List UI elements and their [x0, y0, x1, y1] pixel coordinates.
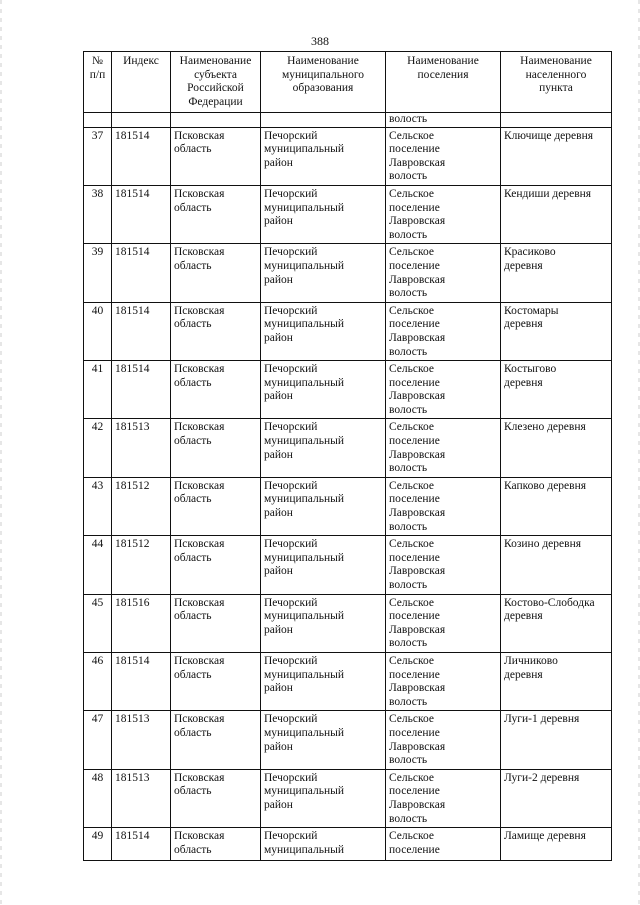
cell-settlement: Сельское поселение Лавровская волость	[386, 361, 501, 419]
page-number: 388	[311, 34, 329, 48]
cell-index: 181512	[112, 536, 171, 594]
cell-municipality: Печорский муниципальный район	[261, 594, 386, 652]
cell-settlement: Сельское поселение Лавровская волость	[386, 711, 501, 769]
table-row	[84, 419, 612, 477]
cell-municipality: Печорский муниципальный район	[261, 769, 386, 827]
cell-empty	[171, 113, 261, 128]
table-row	[84, 244, 612, 302]
cell-index: 181516	[112, 594, 171, 652]
cell-index: 181514	[112, 244, 171, 302]
cell-index: 181514	[112, 828, 171, 861]
cell-num: 41	[84, 361, 112, 419]
table-row	[84, 828, 612, 861]
table-row	[84, 711, 612, 769]
cell-settlement: Сельское поселение Лавровская волость	[386, 185, 501, 243]
table-row	[84, 127, 612, 185]
cell-empty	[84, 113, 112, 128]
cell-num: 37	[84, 127, 112, 185]
table-row	[84, 536, 612, 594]
cell-settlement: Сельское поселение Лавровская волость	[386, 594, 501, 652]
cell-settlement: Сельское поселение Лавровская волость	[386, 302, 501, 360]
cell-municipality: Печорский муниципальный район	[261, 244, 386, 302]
cell-municipality: Печорский муниципальный район	[261, 302, 386, 360]
cell-settlement: Сельское поселение Лавровская волость	[386, 477, 501, 535]
cell-subject: Псковская область	[171, 652, 261, 710]
cell-municipality: Печорский муниципальный район	[261, 652, 386, 710]
table-row	[84, 652, 612, 710]
table-row	[84, 769, 612, 827]
cell-num: 39	[84, 244, 112, 302]
cell-settlement: Сельское поселение Лавровская волость	[386, 244, 501, 302]
cell-num: 44	[84, 536, 112, 594]
cell-index: 181514	[112, 361, 171, 419]
cell-municipality: Печорский муниципальный	[261, 828, 386, 861]
cell-num: 48	[84, 769, 112, 827]
cell-subject: Псковская область	[171, 185, 261, 243]
cell-subject: Псковская область	[171, 244, 261, 302]
cell-num: 49	[84, 828, 112, 861]
table-row	[84, 361, 612, 419]
cell-subject: Псковская область	[171, 477, 261, 535]
cell-index: 181514	[112, 127, 171, 185]
cell-index: 181513	[112, 419, 171, 477]
cell-locality: Ламище деревня	[501, 828, 612, 861]
cell-locality: Костыгово деревня	[501, 361, 612, 419]
cell-num: 47	[84, 711, 112, 769]
cell-settlement: Сельское поселение Лавровская волость	[386, 536, 501, 594]
cell-locality: Костово-Слободка деревня	[501, 594, 612, 652]
cell-municipality: Печорский муниципальный район	[261, 185, 386, 243]
cell-index: 181514	[112, 185, 171, 243]
cell-locality: Кендиши деревня	[501, 185, 612, 243]
cell-municipality: Печорский муниципальный район	[261, 361, 386, 419]
table-row	[84, 477, 612, 535]
cell-municipality: Печорский муниципальный район	[261, 419, 386, 477]
cell-municipality: Печорский муниципальный район	[261, 536, 386, 594]
header-subject: Наименование субъекта Российской Федерации	[171, 52, 261, 113]
cell-subject: Псковская область	[171, 419, 261, 477]
cell-index: 181514	[112, 652, 171, 710]
cell-num: 43	[84, 477, 112, 535]
cell-subject: Псковская область	[171, 594, 261, 652]
cell-settlement: Сельское поселение	[386, 828, 501, 861]
cell-municipality: Печорский муниципальный район	[261, 127, 386, 185]
cell-num: 42	[84, 419, 112, 477]
table-row	[84, 302, 612, 360]
cell-subject: Псковская область	[171, 536, 261, 594]
cell-locality: Луги-1 деревня	[501, 711, 612, 769]
continuation-settlement: волость	[386, 113, 501, 128]
header-municipality: Наименование муниципального образования	[261, 52, 386, 113]
cell-empty	[112, 113, 171, 128]
continuation-row	[84, 113, 612, 128]
table-row	[84, 185, 612, 243]
cell-empty	[261, 113, 386, 128]
cell-settlement: Сельское поселение Лавровская волость	[386, 419, 501, 477]
cell-subject: Псковская область	[171, 127, 261, 185]
cell-locality: Личниково деревня	[501, 652, 612, 710]
table-header-row	[84, 52, 612, 113]
cell-settlement: Сельское поселение Лавровская волость	[386, 127, 501, 185]
cell-locality: Костомары деревня	[501, 302, 612, 360]
cell-num: 38	[84, 185, 112, 243]
cell-subject: Псковская область	[171, 828, 261, 861]
cell-index: 181512	[112, 477, 171, 535]
cell-index: 181513	[112, 769, 171, 827]
header-settlement: Наименование поселения	[386, 52, 501, 113]
header-index: Индекс	[112, 52, 171, 113]
cell-num: 45	[84, 594, 112, 652]
cell-num: 40	[84, 302, 112, 360]
header-locality: Наименование населенного пункта	[501, 52, 612, 113]
cell-locality: Капково деревня	[501, 477, 612, 535]
scan-edge-left	[0, 0, 2, 905]
cell-settlement: Сельское поселение Лавровская волость	[386, 652, 501, 710]
cell-municipality: Печорский муниципальный район	[261, 477, 386, 535]
cell-index: 181514	[112, 302, 171, 360]
cell-subject: Псковская область	[171, 769, 261, 827]
cell-locality: Ключище деревня	[501, 127, 612, 185]
cell-locality: Клезено деревня	[501, 419, 612, 477]
cell-subject: Псковская область	[171, 711, 261, 769]
cell-empty	[501, 113, 612, 128]
cell-subject: Псковская область	[171, 361, 261, 419]
cell-locality: Красиково деревня	[501, 244, 612, 302]
cell-num: 46	[84, 652, 112, 710]
cell-municipality: Печорский муниципальный район	[261, 711, 386, 769]
header-num: № п/п	[84, 52, 112, 113]
locality-table	[83, 51, 612, 861]
cell-settlement: Сельское поселение Лавровская волость	[386, 769, 501, 827]
cell-locality: Козино деревня	[501, 536, 612, 594]
table-row	[84, 594, 612, 652]
cell-locality: Луги-2 деревня	[501, 769, 612, 827]
cell-subject: Псковская область	[171, 302, 261, 360]
cell-index: 181513	[112, 711, 171, 769]
